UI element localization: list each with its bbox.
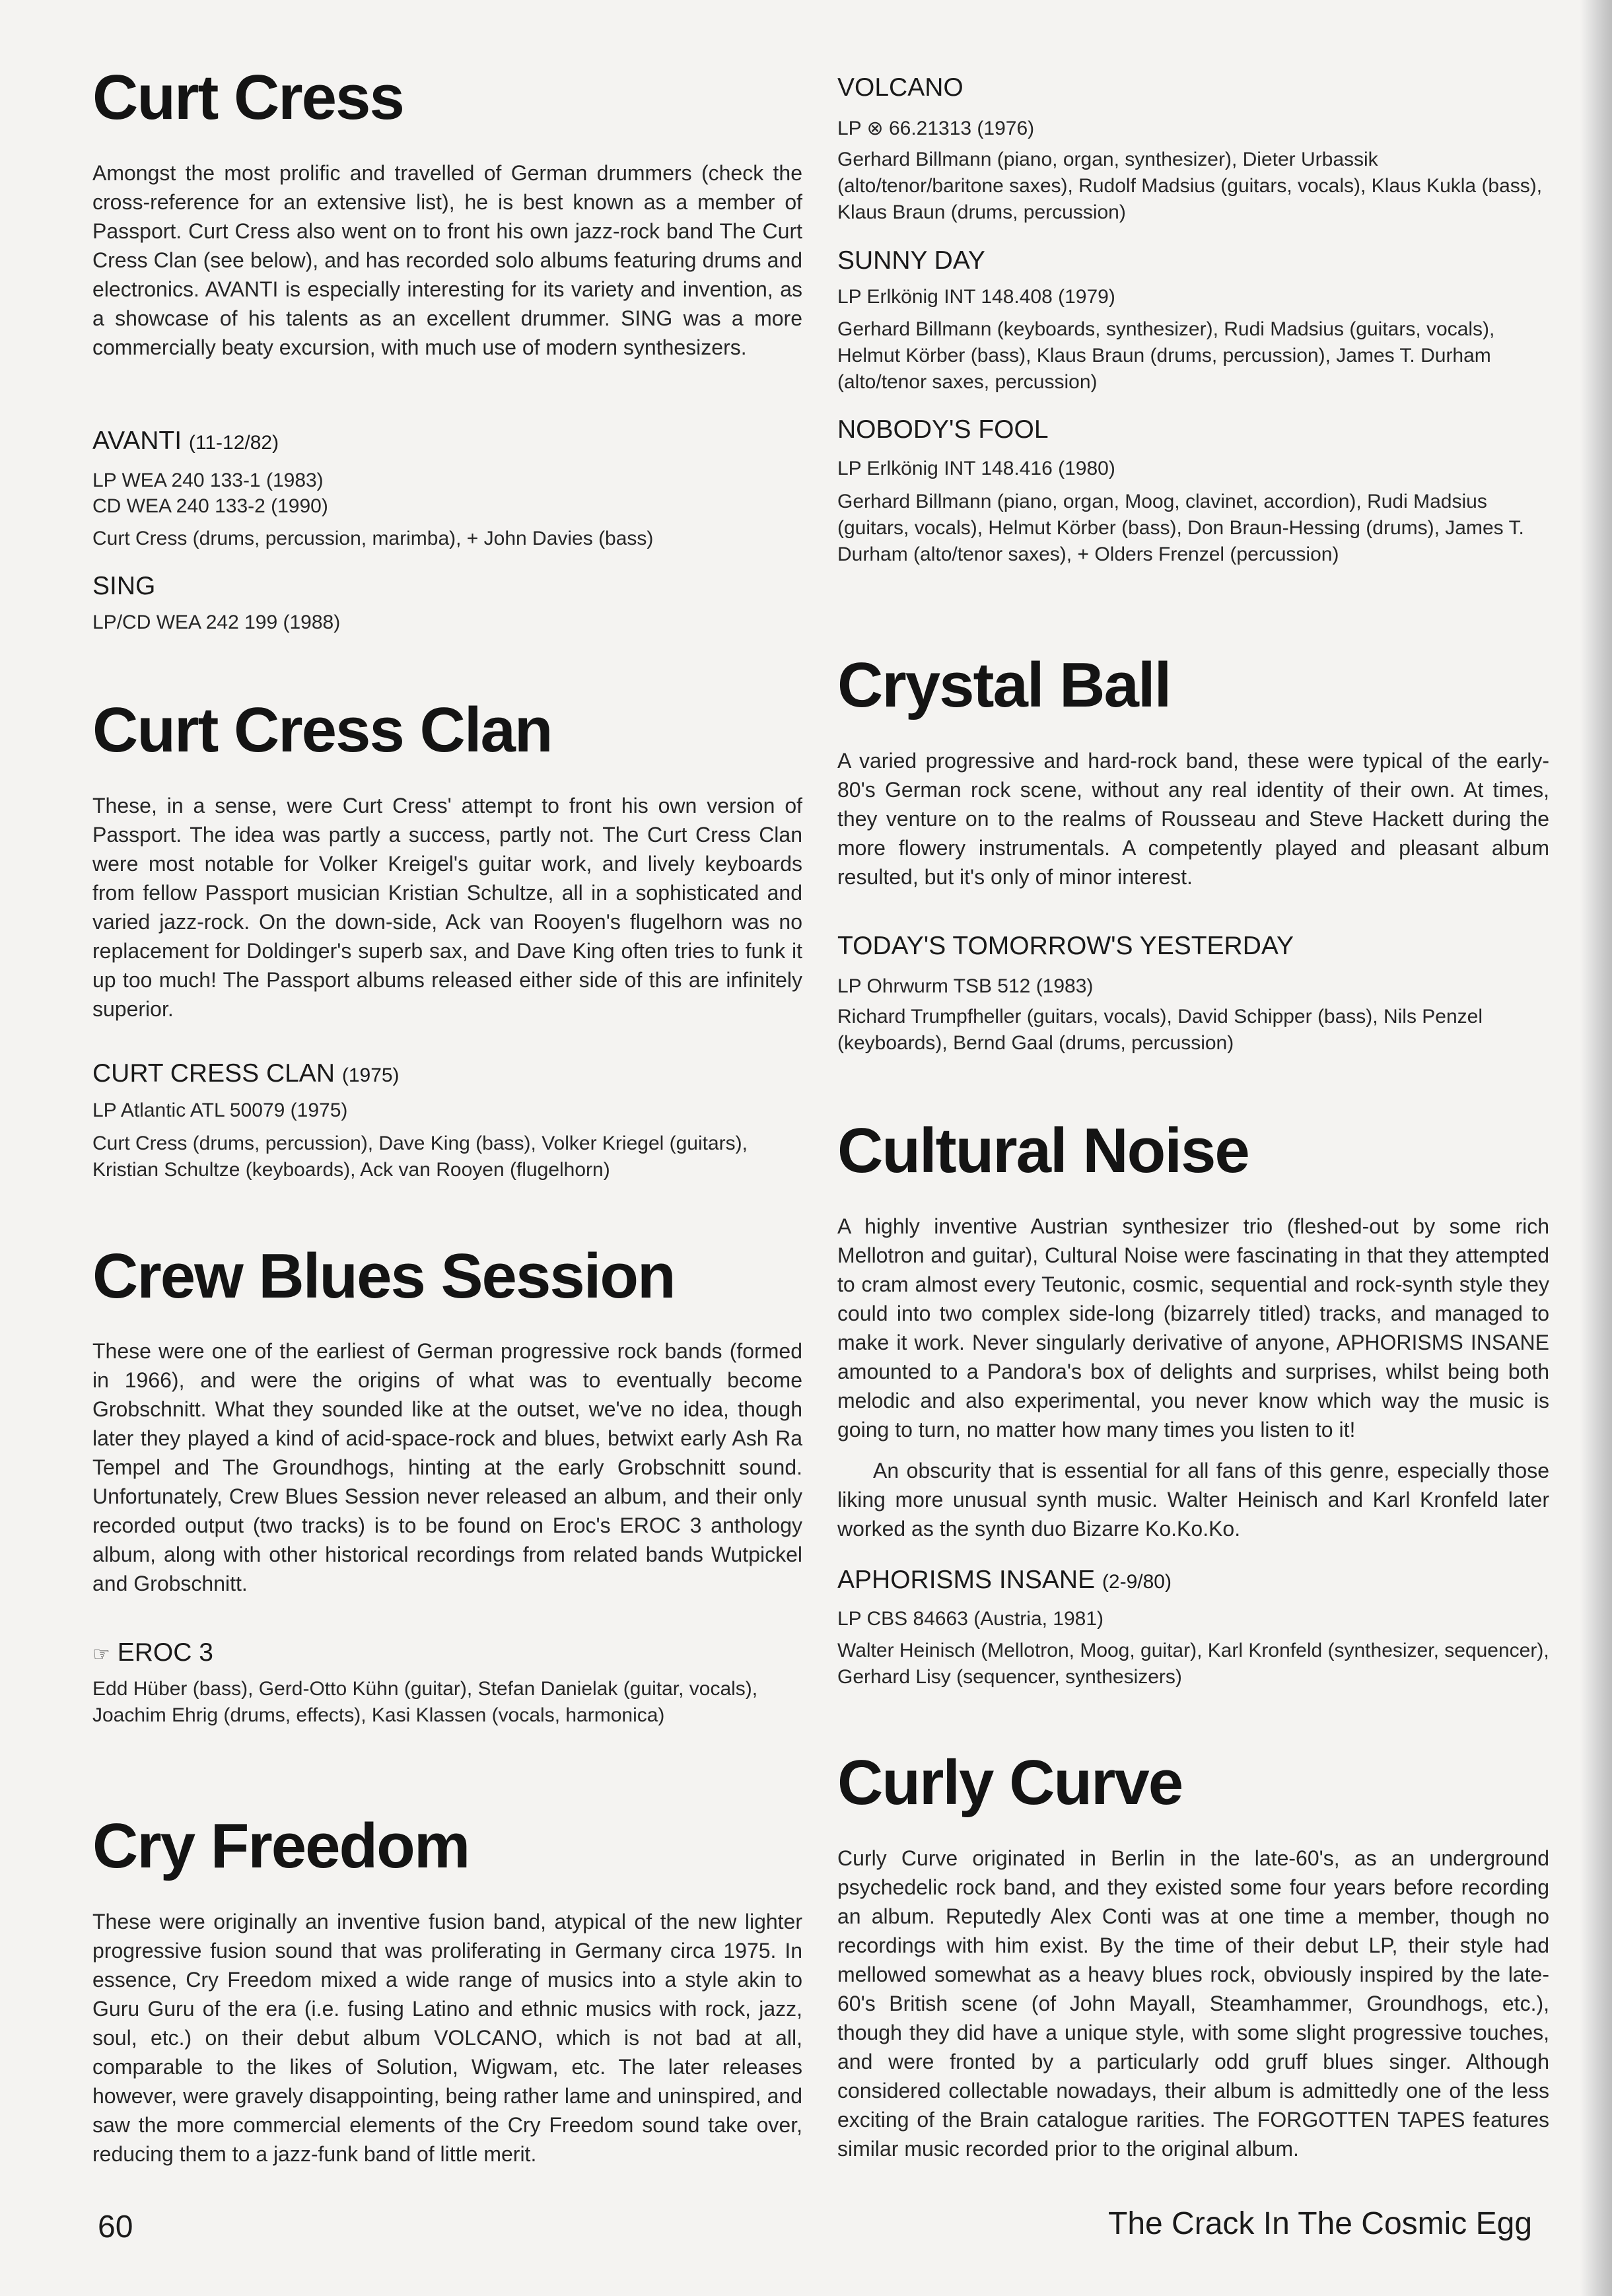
pointing-hand-icon: ☞ — [92, 1644, 110, 1665]
album-title: TODAY'S TOMORROW'S YESTERDAY — [837, 932, 1294, 960]
album-title: VOLCANO — [837, 73, 964, 102]
album-lineup: Richard Trumpfheller (guitars, vocals), David Schipper (bass), Nils Penzel (keyboards), Bernd Gaal (drums, percussion) — [837, 1006, 1483, 1054]
band-description-cultural-noise: A highly inventive Austrian synthesizer trio (fleshed-out by some rich Mellotron and guitar), Cultural Noise were fascinating in that they attempted to cram almost every Teutonic, cosmic, sequential and rock-synth style they could into two complex side-long (bizarrely titled) tracks, and managed to make it work. Never singularly derivative of anyone, APHORISMS INSANE amounted to a Pandora's box of delights and surprises, whilst being both melodic and also experimental, you never know which way the music is going to turn, no matter how many times you listen to it! — [837, 1214, 1549, 1442]
band-title-curt-cress-clan: Curt Cress Clan — [92, 695, 552, 765]
album-release-line: LP Erlkönig INT 148.416 (1980) — [837, 458, 1115, 479]
album-release-line: CD WEA 240 133-2 (1990) — [92, 495, 328, 517]
album-lineup: Curt Cress (drums, percussion, marimba), + John Davies (bass) — [92, 528, 654, 549]
album-lineup: Gerhard Billmann (piano, organ, synthesizer), Dieter Urbassik (alto/tenor/baritone saxes), Rudolf Madsius (guitars, vocals), Klaus Kukla (bass), Klaus Braun (drums, percussion) — [837, 149, 1543, 223]
band-title-crew-blues-session: Crew Blues Session — [92, 1241, 675, 1311]
album-lineup: Curt Cress (drums, percussion), Dave King (bass), Volker Kriegel (guitars), Kristian Schultze (keyboards), Ack van Rooyen (flugelhorn) — [92, 1132, 748, 1181]
album-recording-date: (11-12/82) — [188, 432, 279, 454]
band-title-cry-freedom: Cry Freedom — [92, 1811, 470, 1881]
album-title: APHORISMS INSANE — [837, 1566, 1096, 1594]
album-release-line: LP Erlkönig INT 148.408 (1979) — [837, 286, 1115, 308]
page-edge-shadow — [1580, 0, 1612, 2296]
album-release-line: LP ⊗ 66.21313 (1976) — [837, 118, 1035, 139]
album-lineup: Walter Heinisch (Mellotron, Moog, guitar), Karl Kronfeld (synthesizer, sequencer), Gerhard Lisy (sequencer, synthesizers) — [837, 1640, 1549, 1688]
band-description-crystal-ball: A varied progressive and hard-rock band, these were typical of the early-80's German rock scene, without any real identity of their own. At times, they venture on to the realms of Rousseau and Steve Hackett during the more flowery instrumentals. A competently played and pleasant album resulted, but it's only of minor interest. — [837, 749, 1549, 889]
band-title-cultural-noise: Cultural Noise — [837, 1115, 1249, 1186]
page-number: 60 — [98, 2209, 133, 2244]
band-title-curt-cress: Curt Cress — [92, 62, 403, 133]
band-title-crystal-ball: Crystal Ball — [837, 650, 1171, 720]
album-heading-todays-tomorrows-yesterday — [837, 931, 1294, 961]
album-recording-date: (1975) — [341, 1064, 400, 1086]
album-heading-aphorisms-insane — [837, 1565, 1172, 1597]
album-lineup: Gerhard Billmann (piano, organ, Moog, clavinet, accordion), Rudi Madsius (guitars, vocals), Helmut Körber (bass), Don Braun-Hessing (drums), James T. Durham (alto/tenor saxes), + Olders Frenzel (percussion) — [837, 491, 1524, 565]
album-title: CURT CRESS CLAN — [92, 1059, 335, 1088]
book-title-footer: The Crack In The Cosmic Egg — [1108, 2206, 1533, 2241]
album-title: AVANTI — [92, 427, 182, 455]
album-heading-nobodys-fool — [837, 415, 1049, 445]
album-title: EROC 3 — [117, 1638, 213, 1667]
band-title-curly-curve: Curly Curve — [837, 1747, 1183, 1818]
band-description-cry-freedom: These were originally an inventive fusion band, atypical of the new lighter progressive fusion sound that was proliferating in Germany circa 1975. In essence, Cry Freedom mixed a wide range of musics into a style akin to Guru Guru of the era (i.e. fusing Latino and ethnic musics with rock, jazz, soul, etc.) on their debut album VOLCANO, which is not bad at all, comparable to the likes of Solution, Wigwam, etc. The later releases however, were gravely disappointing, being rather lame and uninspired, and saw the more commercial elements of the Cry Freedom sound take over, reducing them to a jazz-funk band of little merit. — [92, 1910, 802, 2166]
album-lineup: Gerhard Billmann (keyboards, synthesizer), Rudi Madsius (guitars, vocals), Helmut Körber (bass), Klaus Braun (drums, percussion), James T. Durham (alto/tenor saxes, percussion) — [837, 318, 1495, 393]
band-description-curt-cress-clan: These, in a sense, were Curt Cress' attempt to front his own version of Passport. The idea was partly a success, partly not. The Curt Cress Clan were most notable for Volker Kreigel's guitar work, and lively keyboards from fellow Passport musician Kristian Schultze, all in a sophisticated and varied jazz-rock. On the down-side, Ack van Rooyen's flugelhorn was no replacement for Doldinger's superb sax, and Dave King often tries to funk it up too much! The Passport albums released either side of this are infinitely superior. — [92, 794, 802, 1021]
album-heading-avanti — [92, 426, 279, 458]
album-heading-sing — [92, 571, 155, 602]
album-title: SUNNY DAY — [837, 246, 985, 275]
album-release-line: LP WEA 240 133-1 (1983) — [92, 470, 324, 491]
band-description-curt-cress: Amongst the most prolific and travelled of German drummers (check the cross-reference for an extensive list), he is best known as a member of Passport. Curt Cress also went on to front his own jazz-rock band The Curt Cress Clan (see below), and has recorded solo albums featuring drums and electronics. AVANTI is especially interesting for its variety and invention, as a showcase of his talents as an excellent drummer. SING was a more commercially beaty excursion, with much use of modern synthesizers. — [92, 161, 802, 359]
album-heading-curt-cress-clan — [92, 1059, 400, 1091]
album-release-line: LP Atlantic ATL 50079 (1975) — [92, 1099, 348, 1121]
reference-heading-eroc-3 — [92, 1638, 213, 1670]
album-release-line: LP CBS 84663 (Austria, 1981) — [837, 1608, 1104, 1630]
album-lineup: Edd Hüber (bass), Gerd-Otto Kühn (guitar), Stefan Danielak (guitar, vocals), Joachim Ehrig (drums, effects), Kasi Klassen (vocals, harmonica) — [92, 1678, 758, 1726]
album-title: SING — [92, 572, 156, 600]
band-description-crew-blues-session: These were one of the earliest of German progressive rock bands (formed in 1966), and were the origins of what was to eventually become Grobschnitt. What they sounded like at the outset, we've no idea, though later they played a kind of acid-space-rock and blues, betwixt early Ash Ra Tempel and The Groundhogs, hinting at the early Grobschnitt sound. Unfortunately, Crew Blues Session never released an album, and their only recorded output (two tracks) is to be found on Eroc's EROC 3 anthology album, along with other historical recordings from related bands Wutpickel and Grobschnitt. — [92, 1339, 802, 1595]
album-release-line: LP/CD WEA 242 199 (1988) — [92, 611, 341, 633]
album-recording-date: (2-9/80) — [1102, 1571, 1172, 1593]
band-description-curly-curve: Curly Curve originated in Berlin in the late-60's, as an underground psychedelic rock band, and they existed some four years before recording an album. Reputedly Alex Conti was at one time a member, though no recordings with him exist. By the time of their debut LP, their style had mellowed somewhat as a heavy blues rock, obviously inspired by the late-60's British scene (of John Mayall, Steamhammer, Groundhogs, etc.), though they did have a unique style, with some slight progressive touches, and were fronted by a particularly odd gruff blues singer. Although considered collectable nowadays, their album is admittedly one of the less exciting of the Brain catalogue rarities. The FORGOTTEN TAPES features similar music recorded prior to the original album. — [837, 1846, 1549, 2161]
band-description-cultural-noise-continued: An obscurity that is essential for all fans of this genre, especially those liking more unusual synth music. Walter Heinisch and Karl Kronfeld later worked as the synth duo Bizarre Ko.Ko.Ko. — [837, 1459, 1549, 1541]
album-heading-volcano — [837, 73, 964, 103]
album-title: NOBODY'S FOOL — [837, 415, 1049, 444]
album-heading-sunny-day — [837, 246, 985, 276]
album-release-line: LP Ohrwurm TSB 512 (1983) — [837, 975, 1094, 997]
